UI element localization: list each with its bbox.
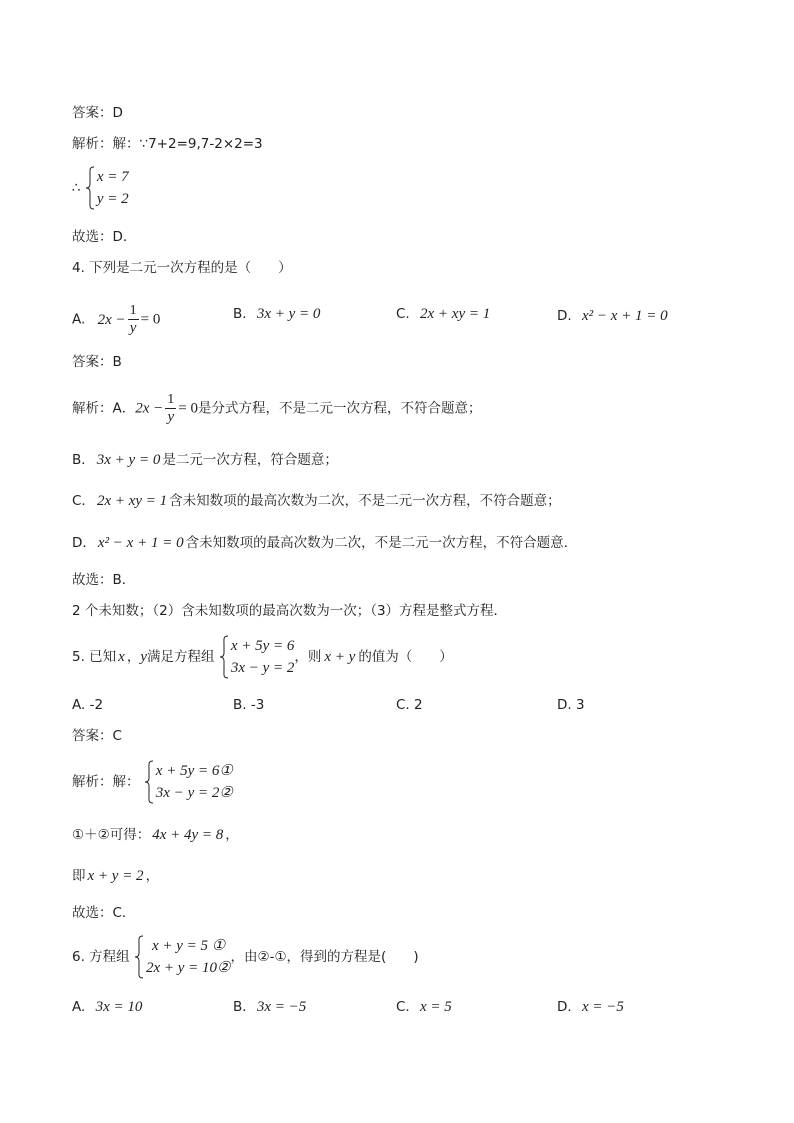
brace-icon [134, 935, 144, 979]
q6-option-b: B. 3x = −5 [233, 999, 307, 1015]
q5-answer: 答案：C [72, 728, 122, 744]
q4-analysis-a: 解析：A．2x − $\frac{1}{y}$ = 0是分式方程，不是二元一次方程，不符合题意； [72, 392, 482, 425]
brace-icon [85, 166, 95, 210]
q5-analysis-system: x + 5y = 6① 3x − y = 2② [144, 760, 233, 804]
brace-icon [144, 760, 154, 804]
fraction: $\frac{1}{y}$ [129, 303, 137, 336]
q6-option-d: D. x = −5 [557, 999, 624, 1015]
q5-option-b: B. -3 [233, 697, 265, 713]
q5-step2: 即 x + y = 2 ， [72, 868, 160, 884]
q3-choose: 故选：D． [72, 229, 137, 245]
q3-analysis: 解析：解：∵7+2=9,7-2×2=3 [72, 136, 263, 152]
q5-step1: ①＋②可得： 4x + 4y = 8 ， [72, 827, 239, 843]
q4-option-a: A. 2x − $\frac{1}{y}$ = 0 [72, 303, 161, 336]
q3-eq-2: y = 2 [96, 191, 129, 207]
q3-answer: 答案：D [72, 105, 123, 121]
q5-option-a: A. -2 [72, 697, 104, 713]
q5-option-d: D. 3 [557, 697, 585, 713]
q4-note: 2 个未知数；（2）含未知数项的最高次数为一次；（3）方程是整式方程． [72, 603, 508, 619]
q6-stem: 6. 方程组 x + y = 5 ① 2x + y = 10② ，由②-①，得到的方程是( ) [72, 935, 419, 979]
q3-equation-system [85, 166, 129, 210]
q4-choose: 故选：B． [72, 572, 136, 588]
therefore-symbol: ∴ [72, 180, 81, 196]
brace-icon [219, 635, 229, 679]
q3-system-line [72, 166, 129, 210]
q6-option-c: C. x = 5 [396, 999, 452, 1015]
fraction: $\frac{1}{y}$ [167, 392, 175, 425]
q4-option-d: D. x² − x + 1 = 0 [557, 308, 668, 324]
q6-equation-system: x + y = 5 ① 2x + y = 10② [134, 935, 231, 979]
q6-option-a: A. 3x = 10 [72, 999, 143, 1015]
q4-analysis-c: C． 2x + xy = 1 含未知数项的最高次数为二次，不是二元一次方程，不符合题意； [72, 493, 561, 509]
q5-choose: 故选：C． [72, 905, 136, 921]
q4-option-c: C. 2x + xy = 1 [396, 306, 491, 322]
q3-eq-1: x = 7 [96, 169, 129, 185]
q4-stem: 4. 下列是二元一次方程的是（ ） [72, 260, 292, 276]
q4-analysis-b: B． 3x + y = 0 是二元一次方程，符合题意； [72, 452, 338, 468]
q5-equation-system: x + 5y = 6 3x − y = 2 [219, 635, 295, 679]
q4-analysis-d: D． x² − x + 1 = 0 含未知数项的最高次数为二次，不是二元一次方程，不符合题意． [72, 535, 578, 551]
q4-option-b: B. 3x + y = 0 [233, 306, 321, 322]
q5-analysis: 解析：解： x + 5y = 6① 3x − y = 2② [72, 760, 233, 804]
q5-option-c: C. 2 [396, 697, 423, 713]
q4-answer: 答案：B [72, 354, 122, 370]
q5-stem: 5. 已知 x ，y满足方程组 x + 5y = 6 3x − y = 2 ，则 x + y 的值为（ ） [72, 635, 453, 679]
